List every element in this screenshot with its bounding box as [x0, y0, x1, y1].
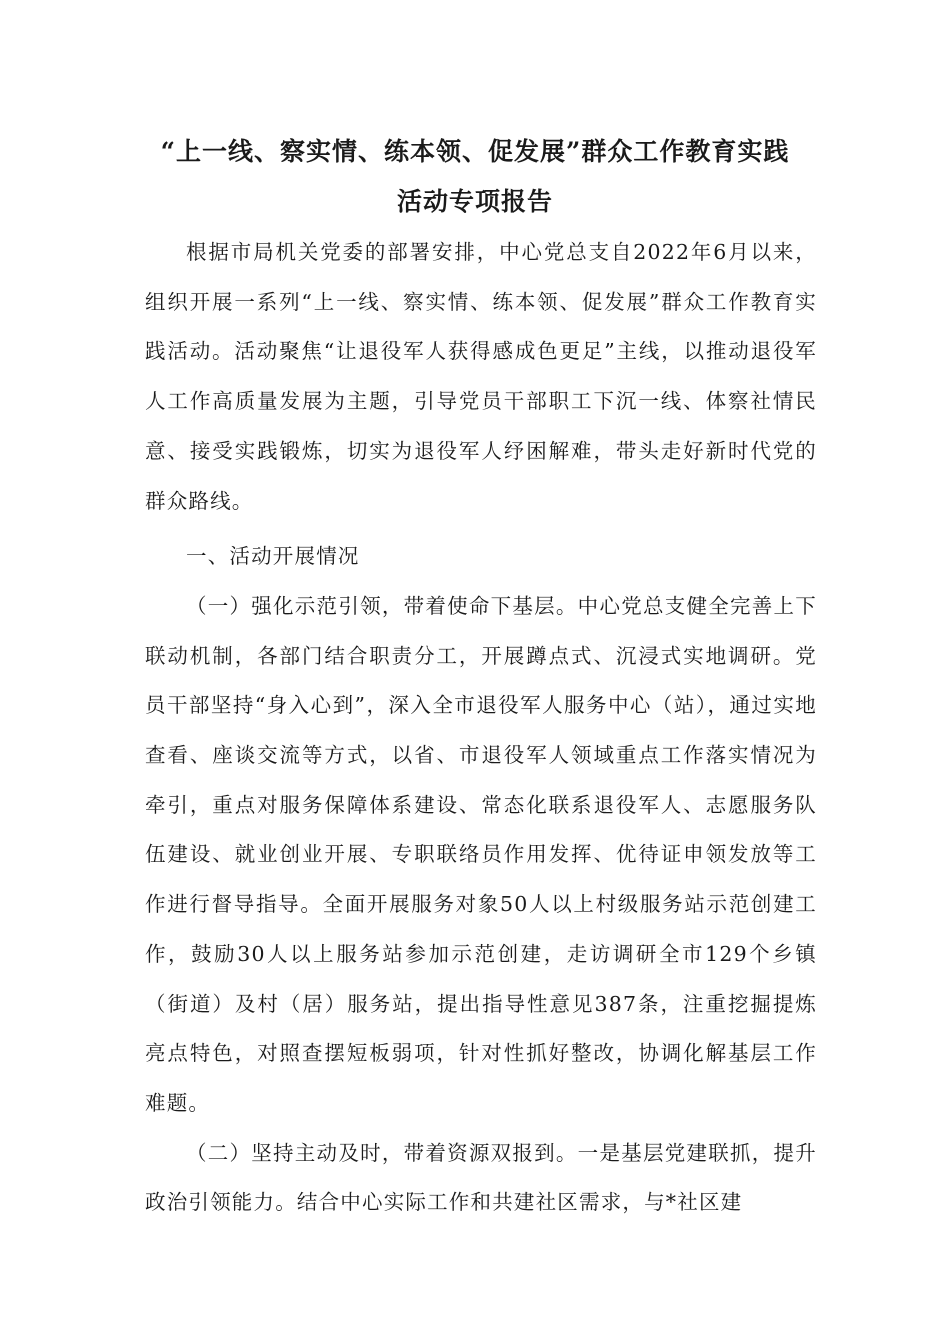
document-title	[110, 127, 840, 227]
title-line-2: 活动专项报告	[396, 187, 553, 216]
title-line-1: “上一线、察实情、练本领、促发展”群众工作教育实践	[160, 137, 790, 166]
section-paragraph-1: （一）强化示范引领，带着使命下基层。中心党总支健全完善上下联动机制，各部门结合职责分工，开展蹲点式、沉浸式实地调研。党员干部坚持“身入心到”，深入全市退役军人服务中心（站），通过实地查看、座谈交流等方式，以省、市退役军人领域重点工作落实情况为牵引，重点对服务保障体系建设、常态化联系退役军人、志愿服务队伍建设、就业创业开展、专职联络员作用发挥、优待证申领发放等工作进行督导指导。全面开展服务对象50人以上村级服务站示范创建工作，鼓励30人以上服务站参加示范创建，走访调研全市129个乡镇（街道）及村（居）服务站，提出指导性意见387条，注重挖掘提炼亮点特色，对照查摆短板弱项，针对性抓好整改，协调化解基层工作难题。	[145, 593, 817, 1115]
section-heading: 一、活动开展情况	[186, 544, 360, 569]
document-body	[145, 228, 817, 1228]
intro-paragraph: 根据市局机关党委的部署安排，中心党总支自2022年6月以来，组织开展一系列“上一线、察实情、练本领、促发展”群众工作教育实践活动。活动聚焦“让退役军人获得感成色更足”主线，以推动退役军人工作高质量发展为主题，引导党员干部职工下沉一线、体察社情民意、接受实践锻炼，切实为退役军人纾困解难，带头走好新时代党的群众路线。	[145, 240, 817, 513]
section-paragraph-2: （二）坚持主动及时，带着资源双报到。一是基层党建联抓，提升政治引领能力。结合中心实际工作和共建社区需求，与*社区建	[145, 1140, 817, 1215]
